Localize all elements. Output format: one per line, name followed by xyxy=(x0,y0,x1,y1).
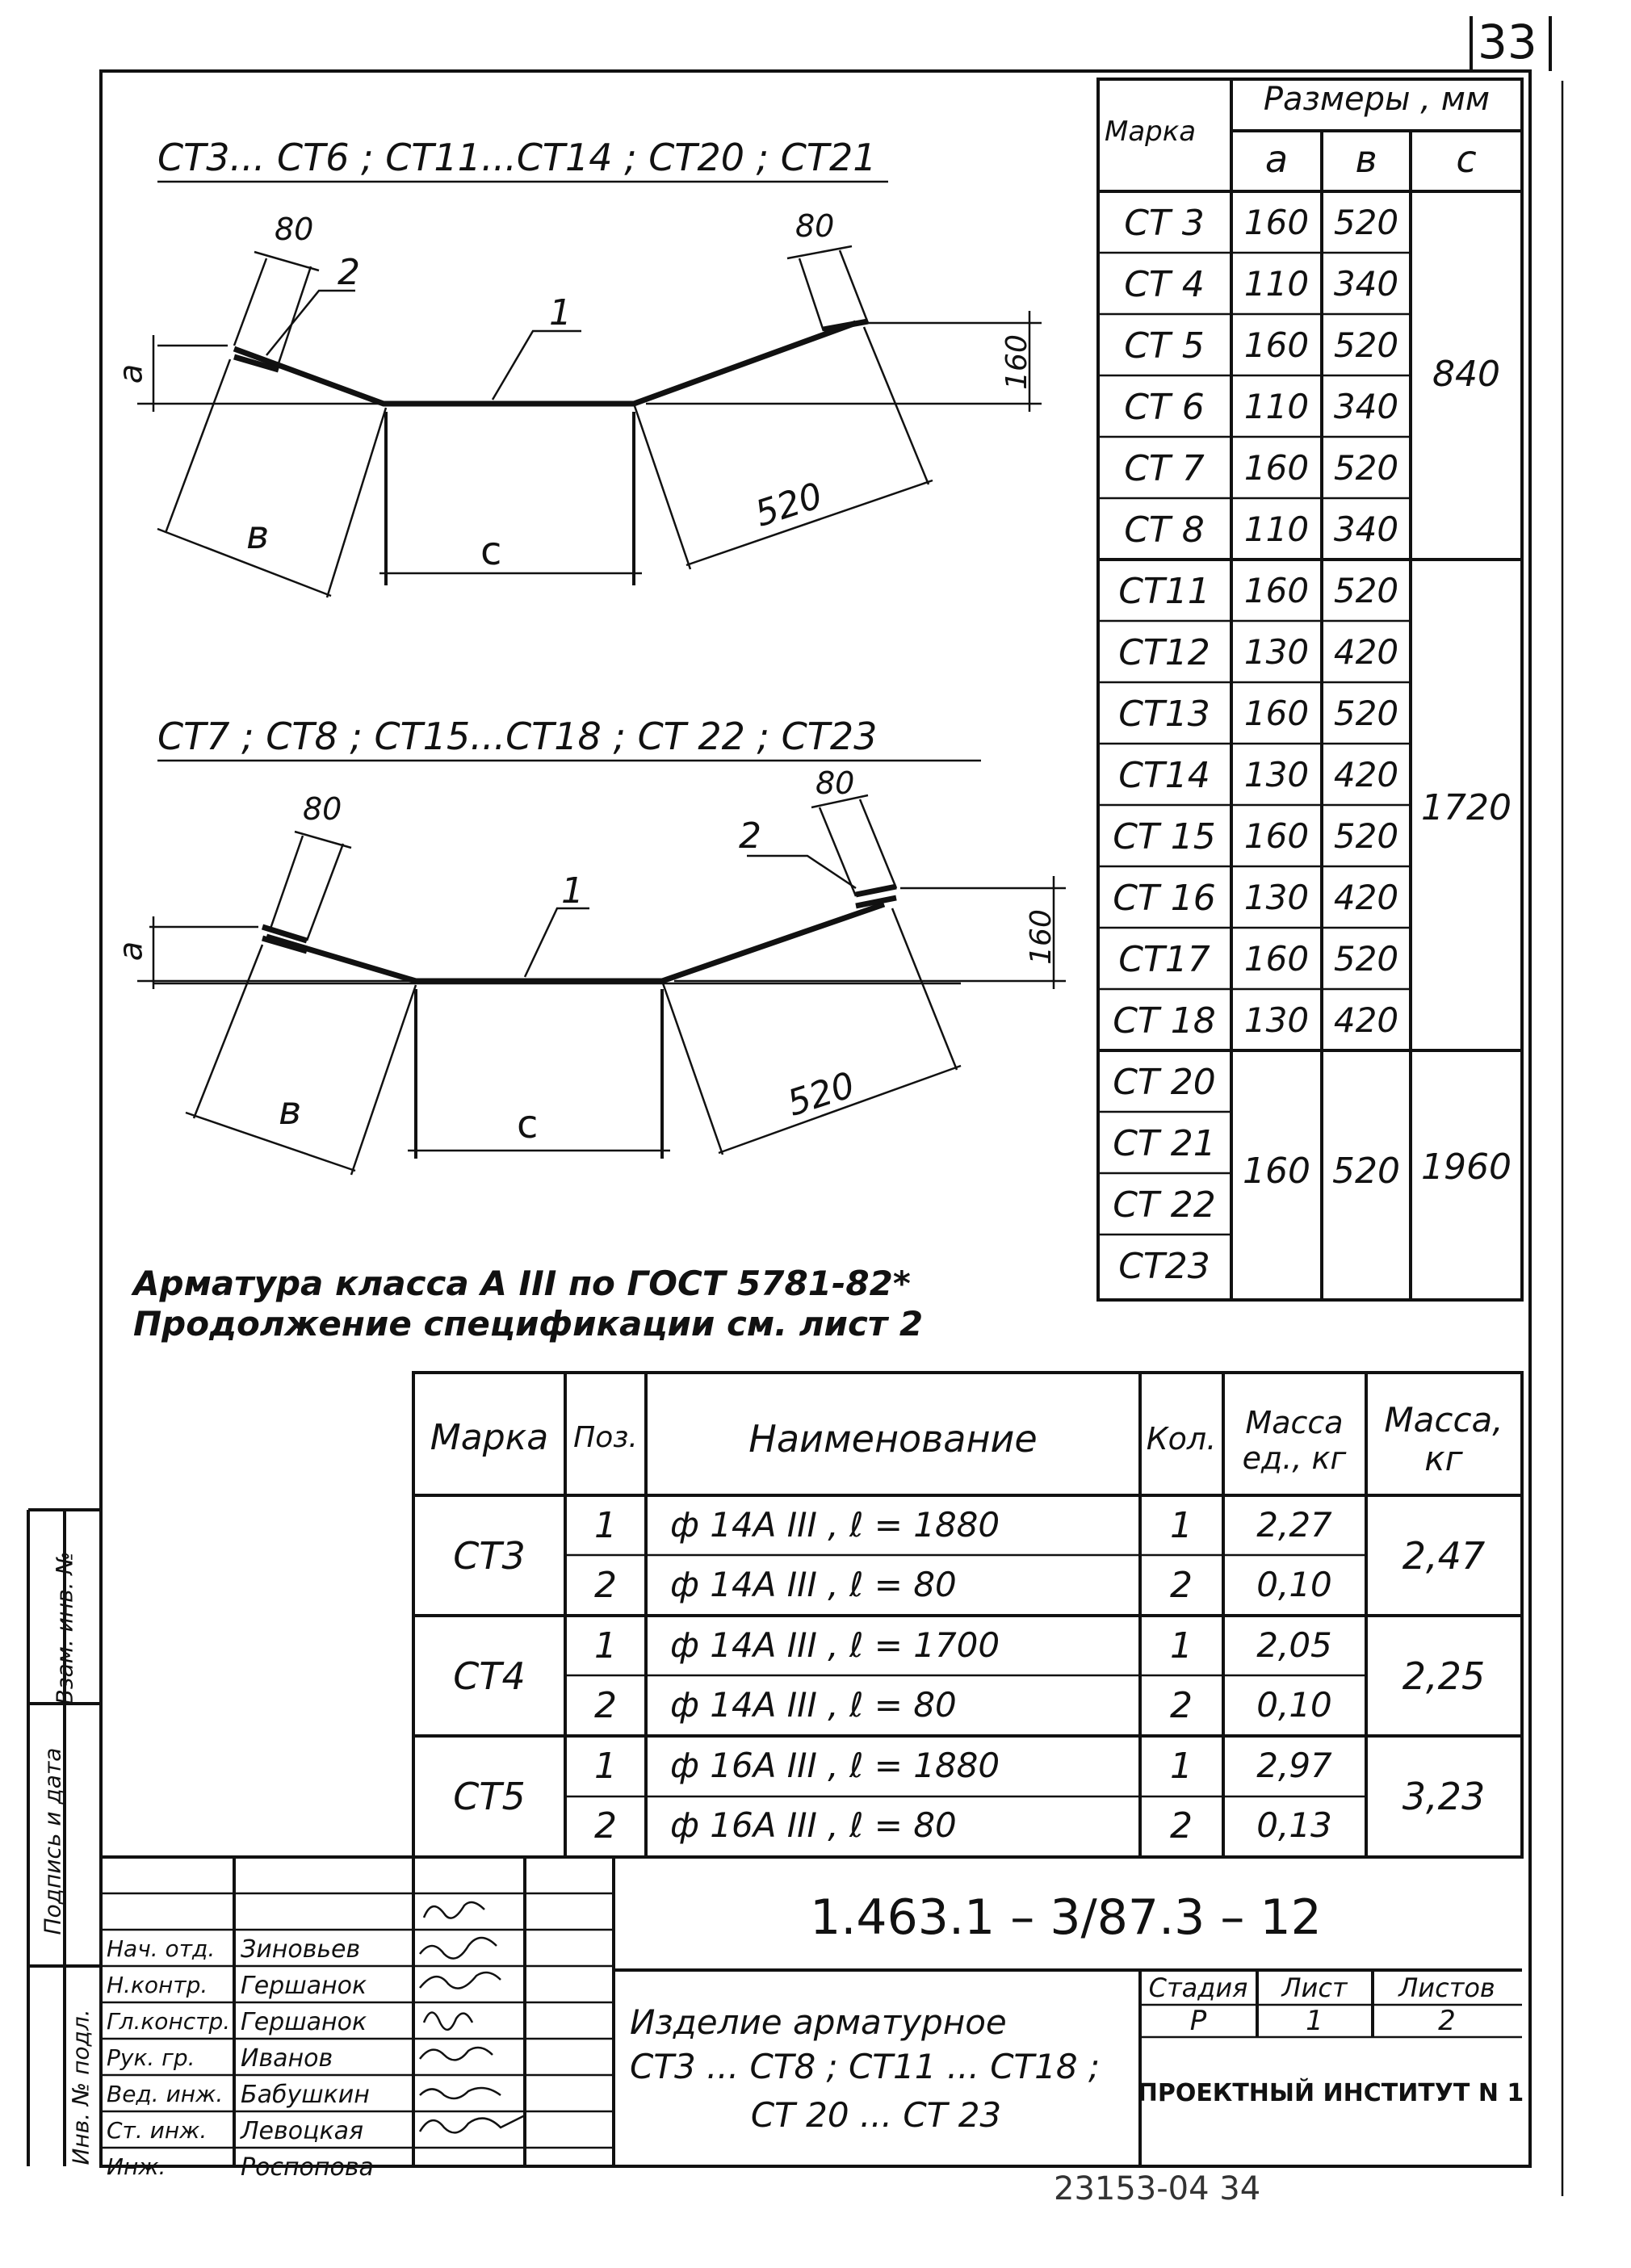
spec-marka: СТ3 xyxy=(453,1534,526,1578)
d1-dim80-left: 80 xyxy=(275,212,314,247)
size-table-a: 160 xyxy=(1243,939,1310,979)
title-person: Роспопова xyxy=(241,2153,374,2182)
d2-dim160: 160 xyxy=(1024,909,1058,965)
d1-dim520: 520 xyxy=(750,475,828,535)
size-table-marka: СТ17 xyxy=(1118,939,1210,980)
size-table-marka: СТ 21 xyxy=(1113,1123,1216,1164)
spec-marka: СТ5 xyxy=(453,1775,526,1818)
product-title-line2: СТ3 ... СТ8 ; СТ11 ... СТ18 ; xyxy=(630,2047,1101,2086)
spec-name: ф 14А III , ℓ = 80 xyxy=(670,1685,957,1725)
spec-unit-mass: 0,10 xyxy=(1256,1685,1332,1725)
size-table-header-sizes: Размеры , мм xyxy=(1263,81,1491,118)
diagram2-title: СТ7 ; СТ8 ; СТ15...СТ18 ; СТ 22 ; СТ23 xyxy=(157,715,878,758)
spec-qty: 2 xyxy=(1170,1685,1193,1726)
size-table-c-1960: 1960 xyxy=(1421,1147,1512,1188)
spec-pos: 1 xyxy=(594,1505,617,1546)
diagram2-shape xyxy=(137,761,1066,1175)
side-label-inv-orig: Инв. № подл. xyxy=(67,2009,94,2165)
size-table-a: 160 xyxy=(1243,325,1310,365)
spec-mass: 2,25 xyxy=(1402,1654,1486,1698)
size-table-b: 520 xyxy=(1333,694,1399,733)
product-title-line3: СТ 20 ... СТ 23 xyxy=(750,2095,1002,2135)
sheets-value: 2 xyxy=(1438,2005,1456,2037)
sheet-corner-number: 33 xyxy=(1478,15,1537,69)
size-table-header-marka: Марка xyxy=(1105,115,1197,148)
note-spec-continuation: Продолжение спецификации см. лист 2 xyxy=(133,1304,924,1344)
size-table-marka: СТ 6 xyxy=(1124,387,1205,428)
size-table-marka: СТ 8 xyxy=(1124,509,1205,551)
size-table-b: 420 xyxy=(1333,1000,1399,1040)
title-person: Гершанок xyxy=(241,1972,367,2000)
size-table-c-1720: 1720 xyxy=(1421,787,1512,828)
d1-dim80-right: 80 xyxy=(795,208,835,244)
size-table-b: 520 xyxy=(1333,939,1399,979)
size-table-b: 520 xyxy=(1333,816,1399,856)
size-table-marka: СТ 4 xyxy=(1124,264,1205,305)
spec-header-mass: Масса, кг xyxy=(1384,1400,1503,1478)
spec-qty: 1 xyxy=(1170,1746,1193,1787)
size-table-a: 160 xyxy=(1243,816,1310,856)
d2-dim-b: в xyxy=(279,1088,302,1134)
spec-header-pos: Поз. xyxy=(573,1421,638,1454)
d2-pos1: 1 xyxy=(561,870,584,912)
size-table-group4-a: 160 xyxy=(1243,1151,1310,1192)
size-table-b: 520 xyxy=(1333,571,1399,610)
spec-mass: 2,47 xyxy=(1402,1534,1486,1578)
spec-name: ф 16А III , ℓ = 80 xyxy=(670,1805,957,1845)
size-table-a: 160 xyxy=(1243,448,1310,488)
organization-name: ПРОЕКТНЫЙ ИНСТИТУТ N 1 xyxy=(1137,2079,1524,2107)
size-table-marka: СТ 5 xyxy=(1124,325,1205,367)
signatures xyxy=(420,1902,525,2132)
size-table-b: 420 xyxy=(1333,632,1399,672)
side-label-inv-replace: Взам. инв. № xyxy=(51,1551,78,1705)
size-table-b: 420 xyxy=(1333,878,1399,917)
d1-dim-b: в xyxy=(246,513,270,558)
spec-qty: 1 xyxy=(1170,1625,1193,1666)
d1-pos2: 2 xyxy=(338,252,360,293)
d2-dim-c: с xyxy=(517,1102,539,1147)
size-table-b: 520 xyxy=(1333,448,1399,488)
spec-pos: 1 xyxy=(594,1625,617,1666)
spec-pos: 2 xyxy=(594,1805,617,1847)
title-person: Зиновьев xyxy=(241,1935,361,1964)
size-table-a: 130 xyxy=(1243,1000,1310,1040)
side-label-sign-date: Подпись и дата xyxy=(39,1747,66,1935)
d1-dim-a: а xyxy=(112,363,150,384)
title-role: Ст. инж. xyxy=(107,2117,208,2144)
spec-unit-mass: 0,10 xyxy=(1256,1565,1332,1604)
title-role: Инж. xyxy=(107,2153,166,2180)
diagram1-shape xyxy=(137,182,1042,983)
spec-unit-mass: 2,97 xyxy=(1256,1746,1332,1785)
d2-dim-a: а xyxy=(112,941,150,962)
size-table-c-840: 840 xyxy=(1432,354,1500,395)
d2-dim520: 520 xyxy=(782,1064,860,1125)
bottom-stamp: 23153-04 34 xyxy=(1054,2170,1261,2207)
size-table-a: 160 xyxy=(1243,571,1310,610)
d1-dim-c: с xyxy=(480,529,502,574)
size-table-a: 160 xyxy=(1243,203,1310,242)
d1-pos1: 1 xyxy=(549,292,572,333)
spec-pos: 2 xyxy=(594,1685,617,1726)
title-role: Н.контр. xyxy=(107,1972,208,1998)
spec-qty: 1 xyxy=(1170,1505,1193,1546)
size-table-b: 520 xyxy=(1333,203,1399,242)
spec-name: ф 14А III , ℓ = 1880 xyxy=(670,1505,1000,1545)
size-table-marka: СТ 7 xyxy=(1124,448,1205,489)
title-role: Гл.констр. xyxy=(107,2008,231,2035)
size-table-b: 420 xyxy=(1333,755,1399,794)
spec-name: ф 14А III , ℓ = 80 xyxy=(670,1565,957,1604)
size-table-marka: СТ 22 xyxy=(1113,1184,1216,1226)
spec-qty: 2 xyxy=(1170,1805,1193,1847)
spec-header-mass-unit: Масса ед., кг xyxy=(1242,1405,1347,1476)
title-person: Иванов xyxy=(241,2044,333,2073)
size-table-marka: СТ12 xyxy=(1118,632,1210,673)
size-table-b: 340 xyxy=(1333,387,1399,426)
size-table-a: 130 xyxy=(1243,632,1310,672)
title-role: Рук. гр. xyxy=(107,2044,195,2071)
size-table-a: 110 xyxy=(1243,264,1310,304)
spec-name: ф 16А III , ℓ = 1880 xyxy=(670,1746,1000,1785)
spec-unit-mass: 2,05 xyxy=(1256,1625,1332,1665)
size-table-marka: СТ 20 xyxy=(1113,1062,1216,1103)
size-table-col-c: с xyxy=(1456,137,1477,181)
d2-pos2: 2 xyxy=(739,815,761,857)
stage-value: Р xyxy=(1189,2005,1207,2037)
size-table-marka: СТ 16 xyxy=(1113,878,1216,919)
stage-header: Стадия xyxy=(1148,1972,1248,2003)
size-table-col-b: в xyxy=(1355,137,1377,181)
title-role: Вед. инж. xyxy=(107,2081,224,2107)
title-person: Левоцкая xyxy=(241,2117,364,2145)
size-table-marka: СТ11 xyxy=(1118,571,1210,612)
d2-dim80-right: 80 xyxy=(816,765,855,801)
size-table-a: 110 xyxy=(1243,509,1310,549)
size-table-marka: СТ 15 xyxy=(1113,816,1216,857)
size-table-marka: СТ 3 xyxy=(1124,203,1205,244)
size-table-marka: СТ13 xyxy=(1118,694,1210,735)
spec-unit-mass: 2,27 xyxy=(1256,1505,1332,1545)
spec-header-qty: Кол. xyxy=(1146,1421,1217,1457)
size-table-a: 130 xyxy=(1243,878,1310,917)
spec-name: ф 14А III , ℓ = 1700 xyxy=(670,1625,1000,1665)
size-table-col-a: а xyxy=(1264,137,1289,181)
size-table-marka: СТ 18 xyxy=(1113,1000,1216,1042)
sheets-header: Листов xyxy=(1398,1972,1495,2003)
d2-dim80-left: 80 xyxy=(303,791,342,827)
size-table-a: 160 xyxy=(1243,694,1310,733)
spec-marka: СТ4 xyxy=(453,1654,526,1698)
size-table-a: 130 xyxy=(1243,755,1310,794)
size-table-group4-b: 520 xyxy=(1332,1151,1400,1192)
spec-header-name: Наименование xyxy=(748,1417,1038,1461)
sheet-value: 1 xyxy=(1306,2005,1323,2037)
size-table-a: 110 xyxy=(1243,387,1310,426)
spec-header-marka: Марка xyxy=(430,1417,549,1458)
note-reinforcement-class: Арматура класса А III по ГОСТ 5781-82* xyxy=(133,1264,911,1303)
d1-dim160: 160 xyxy=(1000,334,1034,390)
spec-mass: 3,23 xyxy=(1402,1775,1486,1818)
diagram1-title: СТ3... СТ6 ; СТ11...СТ14 ; СТ20 ; СТ21 xyxy=(157,136,877,179)
size-table-marka: СТ23 xyxy=(1118,1246,1210,1287)
spec-unit-mass: 0,13 xyxy=(1256,1805,1332,1845)
size-table-b: 520 xyxy=(1333,325,1399,365)
spec-qty: 2 xyxy=(1170,1565,1193,1606)
product-title-line1: Изделие арматурное xyxy=(630,2002,1007,2042)
size-table-b: 340 xyxy=(1333,509,1399,549)
sheet-header: Лист xyxy=(1281,1972,1348,2003)
title-role: Нач. отд. xyxy=(107,1935,216,1962)
title-person: Бабушкин xyxy=(241,2081,370,2109)
title-person: Гершанок xyxy=(241,2008,367,2036)
document-code: 1.463.1 – 3/87.3 – 12 xyxy=(810,1889,1322,1946)
spec-pos: 1 xyxy=(594,1746,617,1787)
size-table-marka: СТ14 xyxy=(1118,755,1210,796)
size-table-b: 340 xyxy=(1333,264,1399,304)
spec-pos: 2 xyxy=(594,1565,617,1606)
